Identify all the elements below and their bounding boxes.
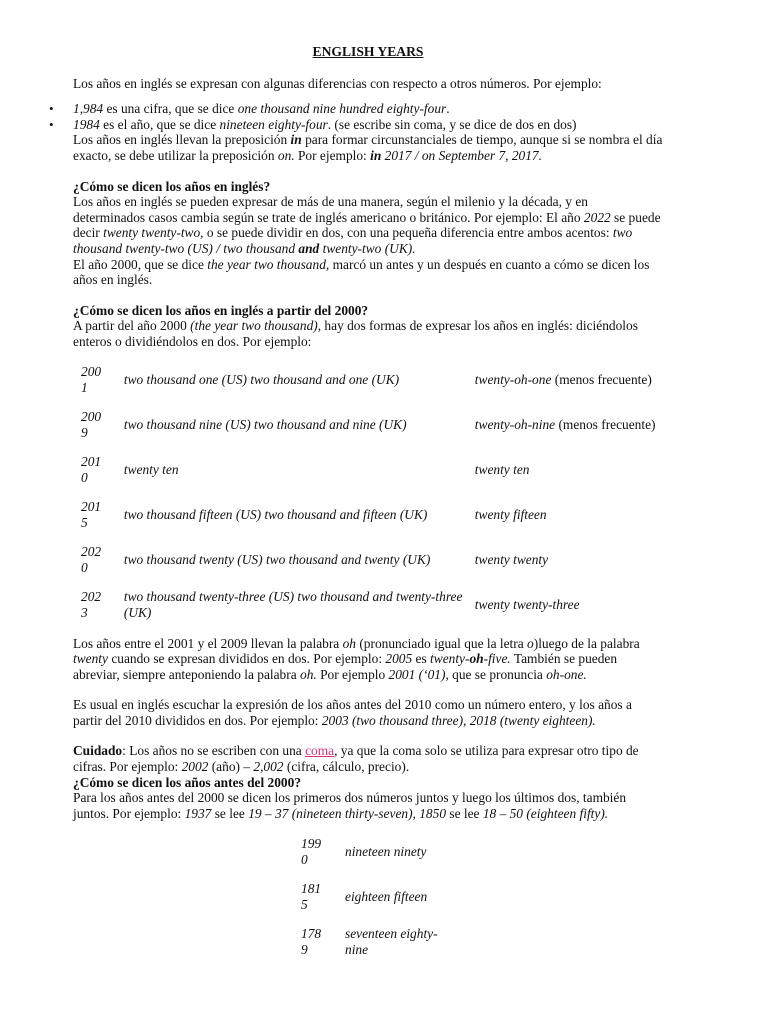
table-row bbox=[301, 874, 455, 919]
table-row bbox=[301, 829, 455, 874]
year-cell: 2009 bbox=[81, 409, 102, 440]
table-row bbox=[73, 583, 663, 628]
table-row bbox=[73, 493, 663, 538]
old-years-table bbox=[301, 829, 455, 964]
short-form-cell: twenty-oh-one (menos frecuente) bbox=[474, 372, 652, 388]
coma-link[interactable]: coma bbox=[305, 743, 335, 759]
table-row bbox=[73, 538, 663, 583]
long-form-cell: two thousand twenty-three (US) two thousand and twenty-three (UK) bbox=[123, 589, 463, 620]
short-form-cell: twenty-oh-nine (menos frecuente) bbox=[474, 417, 656, 433]
years-table bbox=[73, 358, 663, 628]
table-row bbox=[73, 448, 663, 493]
document-page bbox=[73, 44, 663, 964]
section-heading: ¿Cómo se dicen los años en inglés? bbox=[73, 178, 271, 194]
year-cell: 1815 bbox=[301, 881, 322, 912]
section-paragraph: El año 2000, que se dice the year two thousand, marcó un antes y un después en cuanto a cómo se dicen los años en inglés. bbox=[73, 256, 650, 288]
year-cell: 2023 bbox=[81, 589, 102, 620]
table-row bbox=[301, 919, 455, 964]
list-item: • 1984 es el año, que se dice nineteen eighty-four. (se escribe sin coma, y se dice de dos en dos) bbox=[73, 117, 663, 133]
preposition-paragraph: Los años en inglés llevan la preposición in para formar circunstanciales de tiempo, aunque si se nombra el día exacto, se debe utilizar la preposición on. Por ejemplo: in 2017 / on September 7, 2017. bbox=[73, 132, 663, 163]
short-form-cell: twenty fifteen bbox=[474, 507, 547, 523]
list-item: • 1,984 es una cifra, que se dice one thousand nine hundred eighty-four. bbox=[73, 101, 663, 117]
reading-cell: seventeen eighty-nine bbox=[345, 926, 438, 957]
reading-cell: eighteen fifteen bbox=[345, 889, 428, 905]
year-cell: 2010 bbox=[81, 454, 102, 485]
long-form-cell: two thousand one (US) two thousand and one (UK) bbox=[123, 372, 400, 388]
section-heading: ¿Cómo se dicen los años antes del 2000? bbox=[73, 774, 302, 790]
section-paragraph: Para los años antes del 2000 se dicen los primeros dos números juntos y luego los últimos dos, también juntos. Por ejemplo: 1937 se lee 19 – 37 (nineteen thirty-seven), 1850 se lee 18 – 50 (eighteen fifty). bbox=[73, 790, 627, 821]
year-cell: 2015 bbox=[81, 499, 102, 530]
table-row bbox=[73, 358, 663, 403]
section-heading: ¿Cómo se dicen los años en inglés a partir del 2000? bbox=[73, 302, 369, 318]
short-form-cell: twenty ten bbox=[474, 462, 530, 478]
examples-list bbox=[73, 101, 663, 132]
care-paragraph: Cuidado: Los años no se escriben con una coma, ya que la coma solo se utiliza para expresar otro tipo de cifras. Por ejemplo: 2002 (año) – 2,002 (cifra, cálculo, precio). bbox=[73, 743, 639, 775]
intro-paragraph: Los años en inglés se expresan con algunas diferencias con respecto a otros números. Por ejemplo: bbox=[73, 75, 602, 91]
year-cell: 1789 bbox=[301, 926, 322, 957]
oh-paragraph: Los años entre el 2001 y el 2009 llevan la palabra oh (pronunciado igual que la letra o)luego de la palabra twenty cuando se expresan divididos en dos. Por ejemplo: 2005 es twenty-oh-five. También se pueden abreviar, siempre anteponiendo la palabra oh. Por ejemplo 2001 (‘01), que se pronuncia oh-one. bbox=[73, 635, 640, 682]
short-form-cell: twenty twenty-three bbox=[474, 597, 580, 613]
year-cell: 1990 bbox=[301, 836, 322, 867]
section-paragraph: Los años en inglés se pueden expresar de más de una manera, según el milenio y la década, y en determinados casos cambia según se trate de inglés americano o británico. Por ejemplo: El año 2022 se puede decir twenty twenty-two, o se puede dividir en dos, con una pequeña diferencia entre ambos acentos: two thousand twenty-two (US) / two thousand and twenty-two (UK). bbox=[73, 194, 661, 256]
year-cell: 2020 bbox=[81, 544, 102, 575]
long-form-cell: two thousand fifteen (US) two thousand and fifteen (UK) bbox=[123, 507, 428, 523]
reading-cell: nineteen ninety bbox=[345, 844, 427, 860]
usual-paragraph: Es usual en inglés escuchar la expresión de los años antes del 2010 como un número entero, y los años a partir del 2010 divididos en dos. Por ejemplo: 2003 (two thousand three), 2018 (twenty eighteen). bbox=[73, 697, 632, 728]
section-paragraph: A partir del año 2000 (the year two thousand), hay dos formas de expresar los años en inglés: diciéndolos enteros o dividiéndolos en dos. Por ejemplo: bbox=[73, 318, 638, 349]
table-row bbox=[73, 403, 663, 448]
long-form-cell: two thousand nine (US) two thousand and nine (UK) bbox=[123, 417, 407, 433]
page-title: ENGLISH YEARS bbox=[312, 44, 424, 59]
short-form-cell: twenty twenty bbox=[474, 552, 549, 568]
long-form-cell: twenty ten bbox=[123, 462, 179, 478]
year-cell: 2001 bbox=[81, 364, 102, 395]
long-form-cell: two thousand twenty (US) two thousand and twenty (UK) bbox=[123, 552, 431, 568]
